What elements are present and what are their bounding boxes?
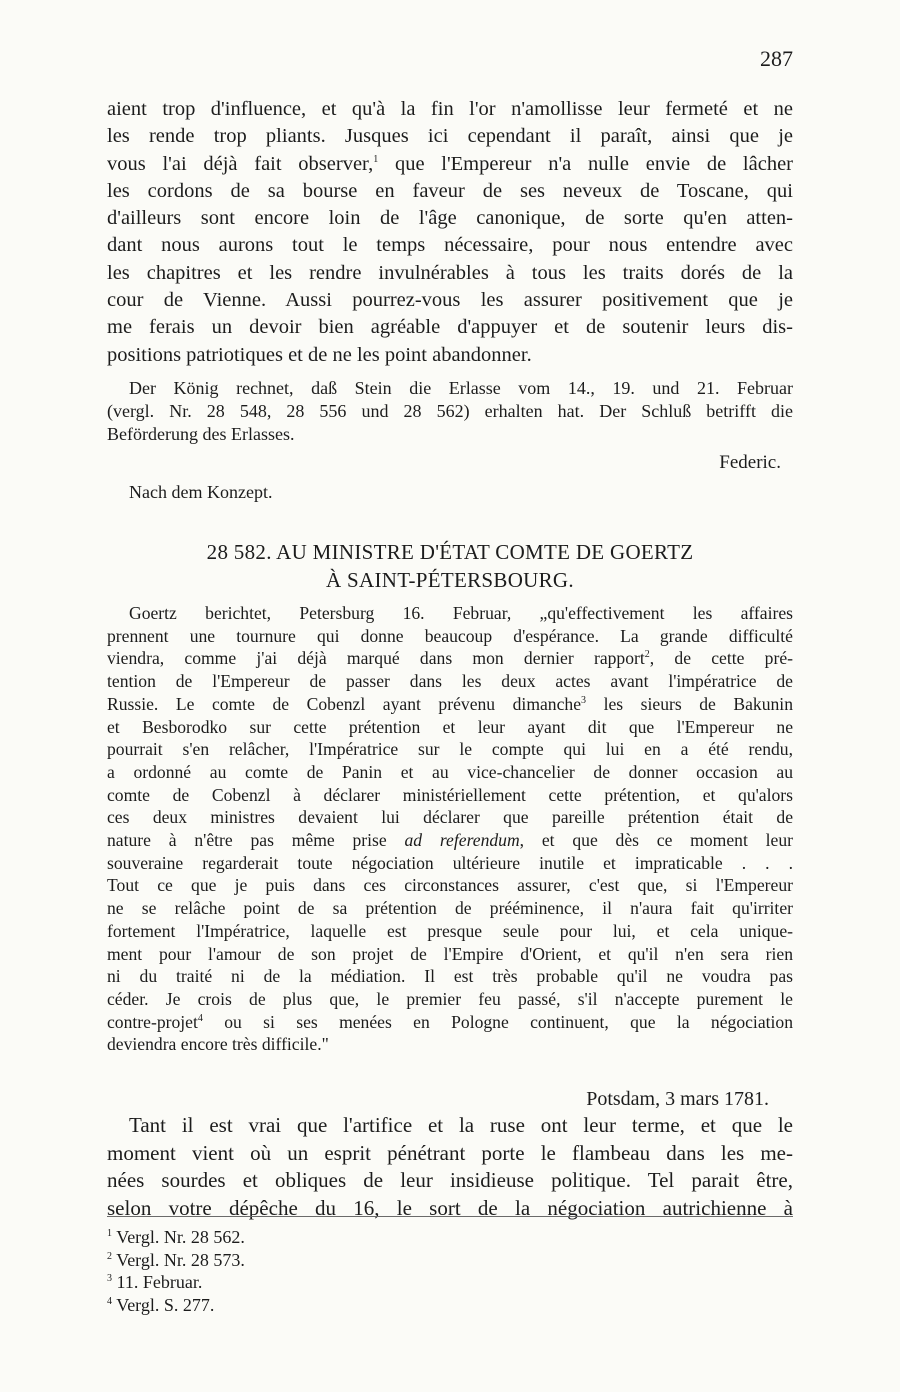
text-line: selon votre dépêche du 16, le sort de la négociation autrichienne à xyxy=(107,1195,793,1220)
text-line: nées sourdes et obliques de leur insidieuse politique. Tel parait être, xyxy=(107,1168,793,1192)
text-line: d'ailleurs sont encore loin de l'âge canonique, de sorte qu'en atten- xyxy=(107,207,793,230)
summary-line: souveraine regarderait toute négociation ultérieure inutile et impraticable . . . xyxy=(107,852,793,873)
dateline: Potsdam, 3 mars 1781. xyxy=(586,1088,769,1110)
source-note: Nach dem Konzept. xyxy=(129,482,273,502)
summary-line: Tout ce que je puis dans ces circonstances assurer, c'est que, si l'Empereur xyxy=(107,875,793,896)
text-line: les chapitres et les rendre invulnérables à tous les traits dorés de la xyxy=(107,261,793,284)
footnote-number: 3 xyxy=(107,1273,112,1284)
note-line: Beförderung des Erlasses. xyxy=(107,424,295,444)
footnote: $^3$ 11. Februar. xyxy=(107,1272,203,1292)
text-line: cour de Vienne. Aussi pourrez-vous les assurer positivement que je xyxy=(107,289,793,312)
footnote-number: 4 xyxy=(107,1295,112,1307)
summary-line: Russie. Le comte de Cobenzl ayant prévenu dimanche$^3$ les sieurs de Bakunin xyxy=(107,693,793,714)
summary-line: prennent une tournure qui donne beaucoup d'espérance. La grande difficulté xyxy=(107,625,793,646)
text-line: me ferais un devoir bien agréable d'appuyer et de soutenir leurs dis- xyxy=(107,316,793,339)
summary-line: fortement l'Impératrice, laquelle est presque seule pour lui, et cela uniquе- xyxy=(107,920,793,941)
text-line: vous l'ai déjà fait observer,$^1$ que l'Empereur n'a nulle envie de lâcher xyxy=(107,152,793,175)
footnote-number: 1 xyxy=(107,1228,112,1239)
footnote: $^1$ Vergl. Nr. 28 562. xyxy=(107,1227,245,1247)
summary-line: Goertz berichtet, Petersburg 16. Februar, „qu'effectivement les affaires xyxy=(129,603,793,623)
summary-line: ces deux ministres devaient lui déclarer que pareille prétention était de xyxy=(107,807,793,828)
footnote: $^4$ Vergl. S. 277. xyxy=(107,1294,215,1315)
footnote-number: 2 xyxy=(107,1250,112,1262)
letter-paragraph xyxy=(107,1112,793,1222)
footnote-mark: 2 xyxy=(644,649,650,661)
summary-line: pourrait s'en relâcher, l'Impératrice sur le compte qui lui en a été rendu, xyxy=(107,739,793,760)
summary-line: deviendra encore très difficile." xyxy=(107,1034,329,1055)
page-number: 287 xyxy=(760,46,793,71)
summary-line: et Besborodko sur cette prétention et leur ayant dit que l'Empereur ne xyxy=(107,716,793,737)
note-line: Der König rechnet, daß Stein die Erlasse vom 14., 19. und 21. Februar xyxy=(129,378,793,398)
text-line: moment vient où un esprit pénétrant porte le flambeau dans les me- xyxy=(107,1140,793,1165)
opening-paragraph xyxy=(107,96,793,369)
heading-line: À SAINT-PÉTERSBOURG. xyxy=(326,568,574,592)
footnote-mark: 1 xyxy=(373,153,379,165)
text-line: les rende trop pliants. Jusques ici cependant il paraît, ainsi que je xyxy=(107,125,793,148)
summary-line: a ordonné au comte de Panin et au vice-chancelier de donner occasion au xyxy=(107,761,793,782)
footnotes xyxy=(107,1226,245,1316)
text-line: dant nous aurons tout le temps nécessaire, pour nous entendre avec xyxy=(107,234,793,257)
summary-line: ni du traité ni de la médiation. Il est très probable qu'il ne voudra pas xyxy=(107,966,793,987)
summary-line: ment pour l'amour de son projet de l'Empire d'Orient, et qu'il n'en sera rien xyxy=(107,943,793,964)
heading-line: 28 582. AU MINISTRE D'ÉTAT COMTE DE GOERTZ xyxy=(206,540,694,564)
footnote-divider xyxy=(107,1216,793,1217)
text-line: aient trop d'influence, et qu'à la fin l'or n'amollisse leur fermeté et ne xyxy=(107,98,793,120)
summary-line: céder. Je crois de plus que, le premier feu passé, s'il n'accepte purement le xyxy=(107,988,793,1009)
report-summary xyxy=(107,602,793,1056)
editorial-note xyxy=(107,377,793,446)
text-line: Tant il est vrai que l'artifice et la ruse ont leur terme, et que le xyxy=(129,1113,793,1137)
footnote-mark: 4 xyxy=(197,1012,203,1024)
summary-line: viendra, comme j'ai déjà marqué dans mon dernier rapport$^2$, de cette pré- xyxy=(107,648,793,669)
footnote: $^2$ Vergl. Nr. 28 573. xyxy=(107,1249,245,1270)
summary-line: comte de Cobenzl à déclarer ministériellement cette prétention, et qu'alors xyxy=(107,784,793,805)
latin-phrase: ad referendum xyxy=(404,830,520,851)
text-line: les cordons de sa bourse en faveur de ses neveux de Toscane, qui xyxy=(107,179,793,202)
summary-line: ne se relâche point de sa prétention de prééminence, il n'aura fait qu'irriter xyxy=(107,898,793,919)
summary-line: contre-projet$^4$ ou si ses menées en Pologne continuent, que la négociation xyxy=(107,1011,793,1032)
footnote-mark: 3 xyxy=(581,694,587,706)
note-line: (vergl. Nr. 28 548, 28 556 und 28 562) erhalten hat. Der Schluß betrifft die xyxy=(107,401,793,421)
signature: Federic. xyxy=(719,452,781,473)
document-heading xyxy=(107,538,793,594)
summary-line: tention de l'Empereur de passer dans les deux actes avant l'impératrice de xyxy=(107,671,793,692)
text-line: positions patriotiques et de ne les point abandonner. xyxy=(107,343,532,366)
summary-line: nature à n'être pas même prise ad referendum, et que dès ce moment leur xyxy=(107,830,793,851)
